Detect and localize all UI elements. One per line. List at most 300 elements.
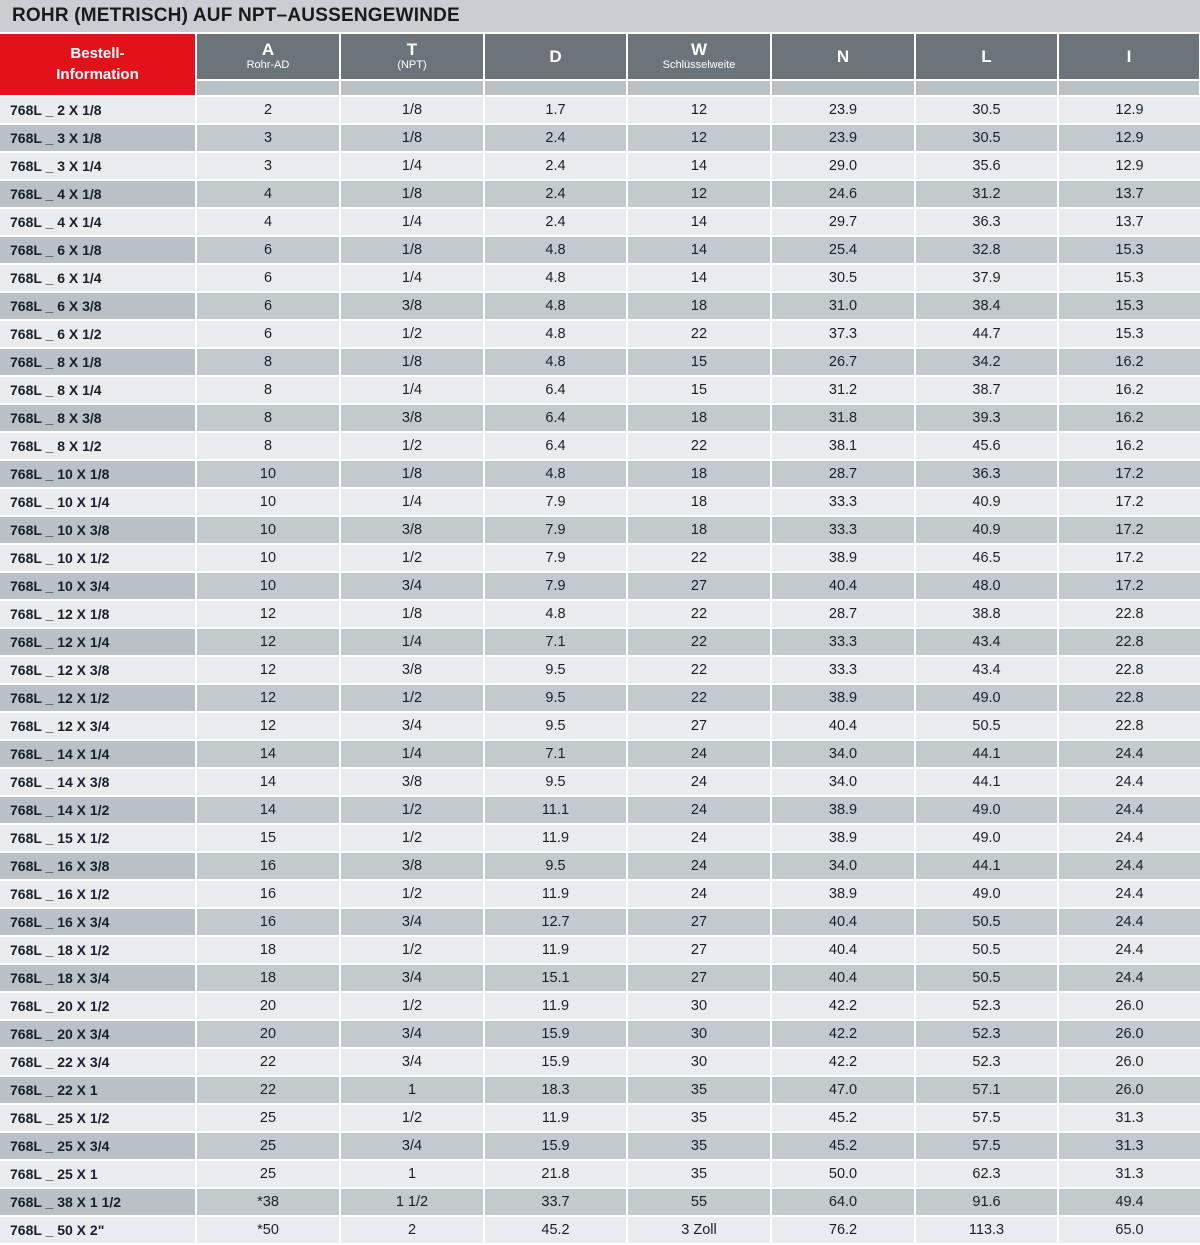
table-row [0, 712, 1200, 740]
cell-order-information: 768L _ 3 X 1/4 [0, 152, 196, 180]
cell-value: 23.9 [771, 96, 915, 124]
cell-value: 20 [196, 992, 340, 1020]
cell-value: 1 [340, 1076, 484, 1104]
cell-order-information: 768L _ 6 X 3/8 [0, 292, 196, 320]
cell-value: 40.4 [771, 712, 915, 740]
cell-value: 24 [627, 796, 771, 824]
cell-value: 22.8 [1058, 600, 1200, 628]
cell-value: 24 [627, 768, 771, 796]
cell-value: 3/4 [340, 1048, 484, 1076]
cell-value: 40.4 [771, 908, 915, 936]
cell-value: 24.4 [1058, 768, 1200, 796]
cell-value: 55 [627, 1188, 771, 1216]
cell-order-information: 768L _ 20 X 3/4 [0, 1020, 196, 1048]
cell-value: 25 [196, 1132, 340, 1160]
cell-value: 27 [627, 908, 771, 936]
cell-value: 49.0 [915, 880, 1058, 908]
cell-value: 38.9 [771, 684, 915, 712]
cell-value: 18 [627, 292, 771, 320]
cell-value: 52.3 [915, 992, 1058, 1020]
cell-value: 1/2 [340, 320, 484, 348]
cell-value: 48.0 [915, 572, 1058, 600]
cell-value: 1.7 [484, 96, 627, 124]
cell-value: 38.7 [915, 376, 1058, 404]
cell-value: 38.9 [771, 796, 915, 824]
cell-value: 29.0 [771, 152, 915, 180]
cell-order-information: 768L _ 15 X 1/2 [0, 824, 196, 852]
cell-value: 57.5 [915, 1104, 1058, 1132]
table-row [0, 124, 1200, 152]
cell-value: 18 [627, 516, 771, 544]
cell-value: 13.7 [1058, 180, 1200, 208]
cell-value: 113.3 [915, 1216, 1058, 1244]
column-header-order-information [0, 34, 196, 96]
column-header-a-sub: Rohr-AD [246, 59, 290, 72]
table-row [0, 348, 1200, 376]
cell-value: 15.3 [1058, 292, 1200, 320]
table-row [0, 152, 1200, 180]
cell-value: 36.3 [915, 208, 1058, 236]
table-row [0, 516, 1200, 544]
table-row [0, 656, 1200, 684]
cell-value: 12 [627, 124, 771, 152]
cell-value: 39.3 [915, 404, 1058, 432]
cell-value: 22 [627, 684, 771, 712]
cell-value: 45.2 [771, 1104, 915, 1132]
table-row [0, 740, 1200, 768]
cell-value: 40.4 [771, 964, 915, 992]
cell-value: 45.6 [915, 432, 1058, 460]
cell-value: 27 [627, 712, 771, 740]
column-header-w [627, 34, 771, 80]
table-row [0, 628, 1200, 656]
cell-value: 15.3 [1058, 236, 1200, 264]
cell-value: 15.3 [1058, 264, 1200, 292]
cell-value: 14 [196, 768, 340, 796]
cell-value: 29.7 [771, 208, 915, 236]
cell-value: 1/8 [340, 600, 484, 628]
cell-value: 64.0 [771, 1188, 915, 1216]
cell-value: 1/4 [340, 488, 484, 516]
cell-value: 15 [196, 824, 340, 852]
cell-value: 1/8 [340, 124, 484, 152]
cell-order-information: 768L _ 18 X 1/2 [0, 936, 196, 964]
table-row [0, 1048, 1200, 1076]
cell-order-information: 768L _ 10 X 1/2 [0, 544, 196, 572]
cell-value: *50 [196, 1216, 340, 1244]
cell-value: 3/8 [340, 404, 484, 432]
cell-value: 50.5 [915, 712, 1058, 740]
cell-value: 1/2 [340, 684, 484, 712]
table-row [0, 432, 1200, 460]
cell-order-information: 768L _ 10 X 3/8 [0, 516, 196, 544]
cell-order-information: 768L _ 4 X 1/8 [0, 180, 196, 208]
cell-order-information: 768L _ 3 X 1/8 [0, 124, 196, 152]
cell-value: 16.2 [1058, 404, 1200, 432]
column-header-a-main: A [261, 40, 275, 60]
cell-value: 35 [627, 1132, 771, 1160]
cell-value: 15 [627, 376, 771, 404]
cell-value: 2.4 [484, 152, 627, 180]
cell-value: 10 [196, 460, 340, 488]
cell-value: 24 [627, 880, 771, 908]
cell-value: 34.0 [771, 768, 915, 796]
column-header-l-main: L [981, 46, 992, 66]
page-title: ROHR (METRISCH) AUF NPT–AUSSENGEWINDE [12, 5, 460, 26]
cell-value: 42.2 [771, 1020, 915, 1048]
cell-value: 1/2 [340, 796, 484, 824]
cell-value: 22 [196, 1076, 340, 1104]
cell-value: 44.1 [915, 740, 1058, 768]
cell-value: 8 [196, 404, 340, 432]
cell-value: 27 [627, 936, 771, 964]
cell-value: 3/8 [340, 768, 484, 796]
cell-value: 22.8 [1058, 684, 1200, 712]
cell-value: 3 [196, 152, 340, 180]
cell-value: 33.3 [771, 628, 915, 656]
table-row [0, 796, 1200, 824]
cell-value: 10 [196, 544, 340, 572]
cell-value: 32.8 [915, 236, 1058, 264]
cell-value: 24.6 [771, 180, 915, 208]
cell-value: 33.3 [771, 488, 915, 516]
cell-value: 3/8 [340, 516, 484, 544]
cell-value: 22 [627, 320, 771, 348]
cell-value: 8 [196, 348, 340, 376]
header-spacer-a [196, 80, 340, 96]
cell-value: 6 [196, 264, 340, 292]
cell-value: 24 [627, 740, 771, 768]
cell-order-information: 768L _ 22 X 1 [0, 1076, 196, 1104]
cell-value: 17.2 [1058, 572, 1200, 600]
cell-value: 1/8 [340, 236, 484, 264]
cell-value: 24 [627, 824, 771, 852]
cell-value: 9.5 [484, 852, 627, 880]
cell-value: 22 [627, 432, 771, 460]
cell-order-information: 768L _ 6 X 1/8 [0, 236, 196, 264]
cell-value: 24.4 [1058, 852, 1200, 880]
cell-value: 30.5 [915, 96, 1058, 124]
cell-value: 26.0 [1058, 1076, 1200, 1104]
cell-value: 18 [627, 404, 771, 432]
cell-value: 12 [196, 712, 340, 740]
cell-value: 11.9 [484, 992, 627, 1020]
specification-table [0, 34, 1200, 1245]
cell-value: 1/4 [340, 152, 484, 180]
cell-value: 26.0 [1058, 1048, 1200, 1076]
cell-value: 35 [627, 1076, 771, 1104]
table-row [0, 600, 1200, 628]
table-row [0, 404, 1200, 432]
cell-value: 76.2 [771, 1216, 915, 1244]
cell-value: 1 [340, 1160, 484, 1188]
cell-value: 12 [196, 628, 340, 656]
cell-value: 12.9 [1058, 96, 1200, 124]
cell-value: 43.4 [915, 628, 1058, 656]
cell-value: 37.9 [915, 264, 1058, 292]
table-body [0, 96, 1200, 1244]
cell-order-information: 768L _ 6 X 1/2 [0, 320, 196, 348]
cell-order-information: 768L _ 25 X 1/2 [0, 1104, 196, 1132]
cell-value: 16.2 [1058, 432, 1200, 460]
table-row [0, 208, 1200, 236]
table-row [0, 880, 1200, 908]
cell-value: 1/2 [340, 544, 484, 572]
cell-value: 4.8 [484, 264, 627, 292]
cell-value: 52.3 [915, 1020, 1058, 1048]
cell-value: 49.0 [915, 684, 1058, 712]
cell-value: 2 [340, 1216, 484, 1244]
cell-value: 24 [627, 852, 771, 880]
cell-value: 1/4 [340, 740, 484, 768]
cell-value: 14 [196, 796, 340, 824]
cell-value: 1/8 [340, 96, 484, 124]
cell-order-information: 768L _ 12 X 3/4 [0, 712, 196, 740]
cell-value: 91.6 [915, 1188, 1058, 1216]
cell-value: 22.8 [1058, 656, 1200, 684]
cell-value: 6 [196, 236, 340, 264]
cell-value: 52.3 [915, 1048, 1058, 1076]
cell-value: 15.9 [484, 1020, 627, 1048]
cell-value: 3/8 [340, 852, 484, 880]
column-header-d-main: D [549, 46, 562, 66]
column-header-t [340, 34, 484, 80]
cell-value: 57.5 [915, 1132, 1058, 1160]
table-row [0, 1104, 1200, 1132]
cell-value: 18 [196, 936, 340, 964]
cell-order-information: 768L _ 6 X 1/4 [0, 264, 196, 292]
cell-value: 50.5 [915, 964, 1058, 992]
table-row [0, 180, 1200, 208]
cell-value: 24.4 [1058, 964, 1200, 992]
cell-order-information: 768L _ 12 X 3/8 [0, 656, 196, 684]
cell-value: 4.8 [484, 348, 627, 376]
cell-value: 24.4 [1058, 936, 1200, 964]
cell-value: 1/2 [340, 824, 484, 852]
cell-value: 30.5 [771, 264, 915, 292]
cell-value: 38.4 [915, 292, 1058, 320]
cell-value: 9.5 [484, 684, 627, 712]
column-header-w-sub: Schlüsselweite [662, 59, 736, 72]
cell-value: 49.0 [915, 796, 1058, 824]
cell-value: 44.7 [915, 320, 1058, 348]
cell-value: 17.2 [1058, 460, 1200, 488]
cell-order-information: 768L _ 38 X 1 1/2 [0, 1188, 196, 1216]
cell-value: 22 [196, 1048, 340, 1076]
cell-value: 34.0 [771, 740, 915, 768]
cell-value: 33.3 [771, 656, 915, 684]
cell-value: 36.3 [915, 460, 1058, 488]
table-row [0, 236, 1200, 264]
header-spacer-w [627, 80, 771, 96]
cell-value: 11.9 [484, 936, 627, 964]
cell-value: 16 [196, 880, 340, 908]
cell-value: 17.2 [1058, 488, 1200, 516]
cell-value: 12.9 [1058, 124, 1200, 152]
cell-order-information: 768L _ 18 X 3/4 [0, 964, 196, 992]
cell-value: 45.2 [771, 1132, 915, 1160]
cell-order-information: 768L _ 12 X 1/4 [0, 628, 196, 656]
cell-value: *38 [196, 1188, 340, 1216]
cell-value: 2.4 [484, 180, 627, 208]
table-row [0, 936, 1200, 964]
cell-value: 15 [627, 348, 771, 376]
cell-value: 22.8 [1058, 628, 1200, 656]
cell-value: 1/4 [340, 376, 484, 404]
table-row [0, 908, 1200, 936]
table-row [0, 264, 1200, 292]
cell-value: 16.2 [1058, 348, 1200, 376]
cell-value: 16 [196, 852, 340, 880]
cell-value: 16.2 [1058, 376, 1200, 404]
cell-value: 15.9 [484, 1132, 627, 1160]
cell-value: 30 [627, 1048, 771, 1076]
cell-value: 22 [627, 628, 771, 656]
cell-value: 22 [627, 600, 771, 628]
table-row [0, 320, 1200, 348]
cell-value: 38.9 [771, 824, 915, 852]
cell-value: 38.8 [915, 600, 1058, 628]
cell-value: 15.1 [484, 964, 627, 992]
cell-value: 18 [627, 488, 771, 516]
cell-value: 4.8 [484, 292, 627, 320]
sheet-title-bar [0, 0, 1200, 34]
cell-value: 1/2 [340, 1104, 484, 1132]
table-row [0, 1188, 1200, 1216]
cell-value: 17.2 [1058, 544, 1200, 572]
table-row [0, 376, 1200, 404]
cell-value: 12 [196, 684, 340, 712]
cell-value: 10 [196, 516, 340, 544]
cell-value: 38.9 [771, 880, 915, 908]
cell-value: 11.9 [484, 1104, 627, 1132]
cell-order-information: 768L _ 16 X 1/2 [0, 880, 196, 908]
header-spacer-d [484, 80, 627, 96]
cell-value: 3/4 [340, 964, 484, 992]
table-row [0, 992, 1200, 1020]
cell-value: 24.4 [1058, 796, 1200, 824]
cell-value: 46.5 [915, 544, 1058, 572]
table-row [0, 1076, 1200, 1104]
cell-value: 23.9 [771, 124, 915, 152]
cell-value: 14 [627, 152, 771, 180]
cell-value: 1/4 [340, 208, 484, 236]
table-row [0, 684, 1200, 712]
column-header-t-main: T [406, 40, 418, 60]
cell-value: 2 [196, 96, 340, 124]
cell-value: 38.9 [771, 544, 915, 572]
order-header-line1: Bestell- [70, 45, 125, 63]
cell-order-information: 768L _ 8 X 1/2 [0, 432, 196, 460]
cell-value: 4.8 [484, 320, 627, 348]
cell-value: 57.1 [915, 1076, 1058, 1104]
cell-value: 6.4 [484, 432, 627, 460]
table-row [0, 1160, 1200, 1188]
cell-value: 6 [196, 292, 340, 320]
cell-value: 12 [196, 656, 340, 684]
table-row [0, 572, 1200, 600]
cell-value: 7.1 [484, 628, 627, 656]
cell-value: 7.1 [484, 740, 627, 768]
cell-value: 9.5 [484, 656, 627, 684]
cell-value: 22 [627, 656, 771, 684]
table-row [0, 768, 1200, 796]
cell-value: 44.1 [915, 768, 1058, 796]
cell-value: 1/2 [340, 992, 484, 1020]
cell-value: 28.7 [771, 600, 915, 628]
table-row [0, 544, 1200, 572]
cell-value: 40.4 [771, 572, 915, 600]
cell-order-information: 768L _ 12 X 1/2 [0, 684, 196, 712]
cell-value: 35.6 [915, 152, 1058, 180]
cell-value: 9.5 [484, 768, 627, 796]
column-header-i-main: I [1126, 46, 1132, 66]
cell-value: 3/4 [340, 712, 484, 740]
cell-value: 38.1 [771, 432, 915, 460]
cell-value: 4.8 [484, 236, 627, 264]
cell-order-information: 768L _ 12 X 1/8 [0, 600, 196, 628]
column-header-n-main: N [836, 46, 850, 66]
cell-value: 34.0 [771, 852, 915, 880]
cell-value: 35 [627, 1104, 771, 1132]
header-row [0, 34, 1200, 80]
cell-value: 7.9 [484, 516, 627, 544]
cell-value: 65.0 [1058, 1216, 1200, 1244]
cell-value: 1/2 [340, 880, 484, 908]
cell-value: 37.3 [771, 320, 915, 348]
table-row [0, 460, 1200, 488]
cell-value: 25.4 [771, 236, 915, 264]
cell-value: 33.7 [484, 1188, 627, 1216]
cell-value: 3 Zoll [627, 1216, 771, 1244]
cell-value: 49.0 [915, 824, 1058, 852]
cell-value: 9.5 [484, 712, 627, 740]
cell-value: 11.9 [484, 824, 627, 852]
header-spacer-l [915, 80, 1058, 96]
cell-value: 6.4 [484, 404, 627, 432]
cell-order-information: 768L _ 8 X 1/8 [0, 348, 196, 376]
cell-value: 50.5 [915, 908, 1058, 936]
cell-value: 2.4 [484, 208, 627, 236]
cell-value: 15.3 [1058, 320, 1200, 348]
cell-value: 31.0 [771, 292, 915, 320]
column-header-w-main: W [690, 40, 708, 60]
cell-order-information: 768L _ 8 X 3/8 [0, 404, 196, 432]
cell-order-information: 768L _ 14 X 1/4 [0, 740, 196, 768]
cell-order-information: 768L _ 4 X 1/4 [0, 208, 196, 236]
cell-value: 13.7 [1058, 208, 1200, 236]
cell-value: 31.3 [1058, 1132, 1200, 1160]
cell-value: 14 [627, 264, 771, 292]
cell-value: 12.7 [484, 908, 627, 936]
cell-value: 20 [196, 1020, 340, 1048]
table-row [0, 1020, 1200, 1048]
cell-value: 1/8 [340, 180, 484, 208]
table-row [0, 852, 1200, 880]
cell-value: 14 [627, 208, 771, 236]
cell-value: 6 [196, 320, 340, 348]
cell-value: 17.2 [1058, 516, 1200, 544]
cell-value: 11.9 [484, 880, 627, 908]
cell-value: 28.7 [771, 460, 915, 488]
cell-value: 50.0 [771, 1160, 915, 1188]
table-row [0, 1132, 1200, 1160]
header-spacer-n [771, 80, 915, 96]
cell-value: 22 [627, 544, 771, 572]
cell-value: 7.9 [484, 544, 627, 572]
cell-value: 47.0 [771, 1076, 915, 1104]
cell-value: 31.2 [771, 376, 915, 404]
